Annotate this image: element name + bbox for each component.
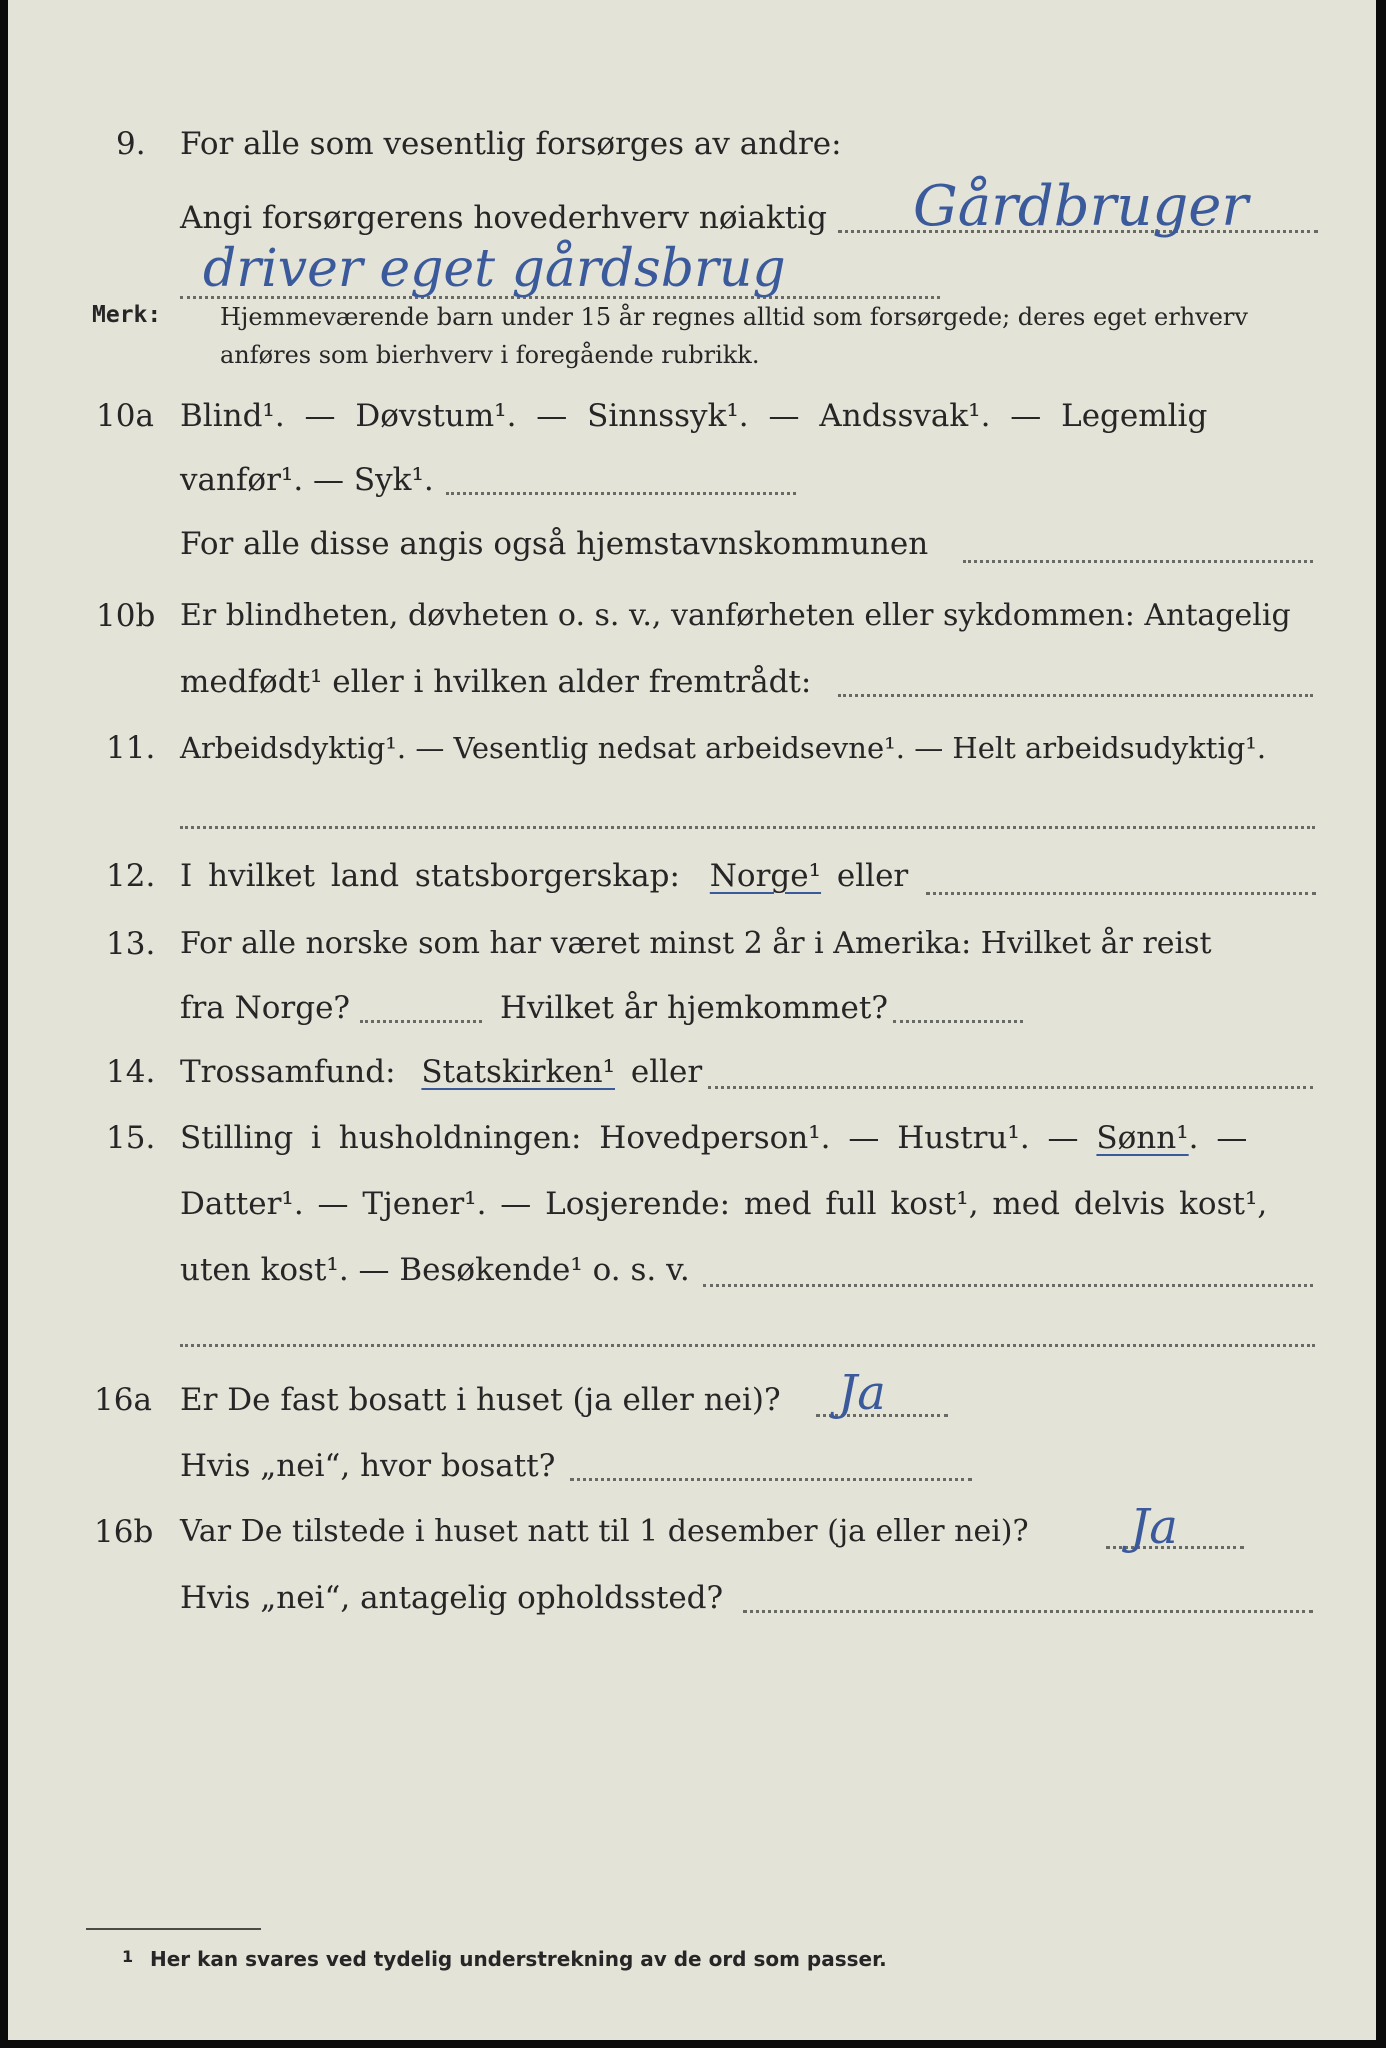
merk-line1: Hjemmeværende barn under 15 år regnes alltid som forsørgede; deres eget erhverv [220,303,1248,331]
q11-line1: Arbeidsdyktig¹. — Vesentlig nedsat arbeidsevne¹. — Helt arbeidsudyktig¹. [180,731,1267,765]
q12-text [180,856,908,896]
q15-line1b: . — [1188,1120,1248,1156]
q15-line2: Datter¹. — Tjener¹. — Losjerende: med full kost¹, med delvis kost¹, [180,1186,1268,1222]
q16b-handwritten-answer: Ja [1130,1499,1178,1555]
q16b-line2: Hvis „nei“, antagelig opholdssted? [180,1580,724,1616]
footnote-mark: 1 [122,1947,134,1966]
footnote-text: Her kan svares ved tydelig understrekning av de ord som passer. [150,1947,887,1971]
q11-number: 11. [106,730,156,766]
q16a-number: 16a [94,1382,152,1418]
q9-line1: For alle som vesentlig forsørges av andre: [180,126,842,162]
q9-handwritten-answer1: Gårdbruger [913,174,1249,239]
census-form-page [8,0,1376,2040]
q10a-line1: Blind¹. — Døvstum¹. — Sinnssyk¹. — Andssvak¹. — Legemlig [180,398,1208,434]
q12-pre: I hvilket land statsborgerskap: [180,858,680,894]
q13-fill-line2 [893,1020,1023,1023]
q14-number: 14. [106,1054,156,1090]
q15-line1a: Stilling i husholdningen: Hovedperson¹. — Hustru¹. — [180,1120,1079,1156]
q10b-number: 10b [96,598,156,634]
q12-number: 12. [106,858,156,894]
q16a-line2: Hvis „nei“, hvor bosatt? [180,1448,556,1484]
q13-line2b: Hvilket år hjemkommet? [500,990,888,1026]
q15-fill-line1 [703,1284,1313,1287]
q12-norge-underlined: Norge¹ [709,858,822,894]
q11-fill-line [180,826,1315,829]
q14-fill-line [708,1086,1313,1089]
q10a-number: 10a [96,398,154,434]
q9-handwritten-answer2: driver eget gårdsbrug [203,239,786,299]
q10b-line1: Er blindheten, døvheten o. s. v., vanførheten eller sykdommen: Antagelig [180,598,1291,633]
q10a-fill-line [446,492,796,495]
q16b-number: 16b [94,1514,154,1550]
q13-fill-line1 [360,1020,482,1023]
q16a-handwritten-answer: Ja [838,1365,886,1421]
q14-text [180,1052,702,1092]
q16b-line1: Var De tilstede i huset natt til 1 desember (ja eller nei)? [180,1514,1029,1549]
q15-line1 [180,1118,1247,1158]
q10b-line2: medfødt¹ eller i hvilken alder fremtrådt: [180,664,812,700]
q16b-fill-line2 [743,1610,1313,1613]
q16a-fill-line2 [570,1478,972,1481]
q12-fill-line [926,892,1316,895]
q13-line1: For alle norske som har været minst 2 år i Amerika: Hvilket år reist [180,926,1212,961]
merk-line2: anføres som bierhverv i foregående rubrikk. [220,341,760,369]
merk-label: Merk: [92,302,162,328]
q13-line2a: fra Norge? [180,990,351,1026]
q10a-fill-line2 [963,560,1313,563]
q14-pre: Trossamfund: [180,1054,396,1090]
q9-line2: Angi forsørgerens hovederhverv nøiaktig [180,200,827,236]
q15-line3: uten kost¹. — Besøkende¹ o. s. v. [180,1252,690,1288]
q10a-line3: For alle disse angis også hjemstavnskommunen [180,526,929,562]
q15-sonn-underlined: Sønn¹ [1096,1120,1189,1156]
q14-statskirken-underlined: Statskirken¹ [421,1054,615,1090]
q15-fill-line2 [180,1344,1315,1347]
q10b-fill-line [838,694,1313,697]
footnote-rule [86,1928,261,1930]
q15-number: 15. [106,1120,156,1156]
q12-post: eller [836,858,909,894]
q9-number: 9. [116,126,146,162]
q13-number: 13. [106,926,156,962]
q14-post: eller [630,1054,703,1090]
q10a-line2: vanfør¹. — Syk¹. [180,462,434,498]
q16a-line1: Er De fast bosatt i huset (ja eller nei)? [180,1382,781,1418]
